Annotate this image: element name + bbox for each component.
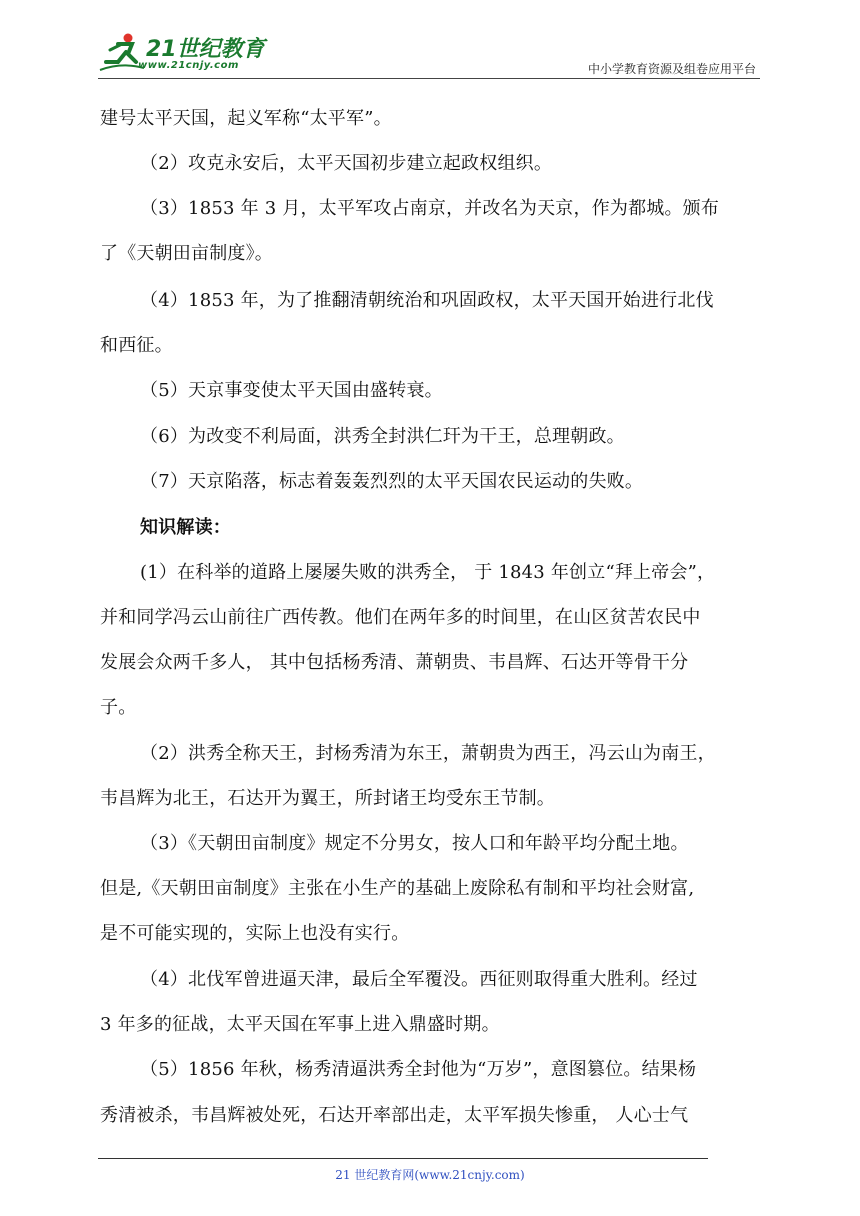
text-line: （4）1853 年，为了推翻清朝统治和巩固政权，太平天国开始进行北伐 xyxy=(140,290,714,311)
text-line: （4）北伐军曾进逼天津，最后全军覆没。西征则取得重大胜利。经过 xyxy=(140,969,698,990)
text-line: 子。 xyxy=(100,697,137,718)
text-line: 发展会众两千多人， 其中包括杨秀清、萧朝贵、韦昌辉、石达开等骨干分 xyxy=(100,652,689,673)
logo-url-text: www.21cnjy.com xyxy=(138,60,239,71)
footer-divider xyxy=(98,1158,708,1159)
text-line: （5）天京事变使太平天国由盛转衰。 xyxy=(140,380,443,401)
text-line: （6）为改变不利局面，洪秀全封洪仁玕为干王，总理朝政。 xyxy=(140,426,625,447)
header-platform-text: 中小学教育资源及组卷应用平台 xyxy=(587,62,756,76)
text-line: （7）天京陷落，标志着轰轰烈烈的太平天国农民运动的失败。 xyxy=(140,471,644,492)
text-line: （2）攻克永安后，太平天国初步建立起政权组织。 xyxy=(140,153,553,174)
logo xyxy=(98,32,268,76)
text-line: （2）洪秀全称天王，封杨秀清为东王，萧朝贵为西王，冯云山为南王， xyxy=(140,743,716,764)
footer-text: 21 世纪教育网(www.21cnjy.com) xyxy=(335,1168,525,1182)
logo-brand-text: 21世纪教育 xyxy=(146,37,265,62)
text-line: （3）1853 年 3 月，太平军攻占南京，并改名为天京，作为都城。颁布 xyxy=(140,198,720,219)
text-line: （5）1856 年秋，杨秀清逼洪秀全封他为“万岁”，意图篡位。结果杨 xyxy=(140,1059,697,1080)
text-line: 但是,《天朝田亩制度》主张在小生产的基础上废除私有制和平均社会财富, xyxy=(100,878,695,899)
text-line: 和西征。 xyxy=(100,335,173,356)
text-line: 建号太平天国，起义军称“太平军”。 xyxy=(100,108,392,129)
text-line: （3）《天朝田亩制度》规定不分男女，按人口和年龄平均分配土地。 xyxy=(140,833,689,854)
text-line: 韦昌辉为北王，石达开为翼王，所封诸王均受东王节制。 xyxy=(100,788,555,809)
page-header xyxy=(98,30,760,79)
text-line: 3 年多的征战，太平天国在军事上进入鼎盛时期。 xyxy=(100,1014,500,1035)
text-line: 并和同学冯云山前往广西传教。他们在两年多的时间里，在山区贫苦农民中 xyxy=(100,607,701,628)
text-line: 是不可能实现的，实际上也没有实行。 xyxy=(100,923,410,944)
text-line: 了《天朝田亩制度》。 xyxy=(100,243,273,264)
section-heading: 知识解读： xyxy=(140,517,231,538)
text-line: 秀清被杀，韦昌辉被处死，石达开率部出走，太平军损失惨重， 人心士气 xyxy=(100,1105,689,1126)
text-line: (1）在科举的道路上屡屡失败的洪秀全， 于 1843 年创立“拜上帝会”， xyxy=(140,562,716,583)
